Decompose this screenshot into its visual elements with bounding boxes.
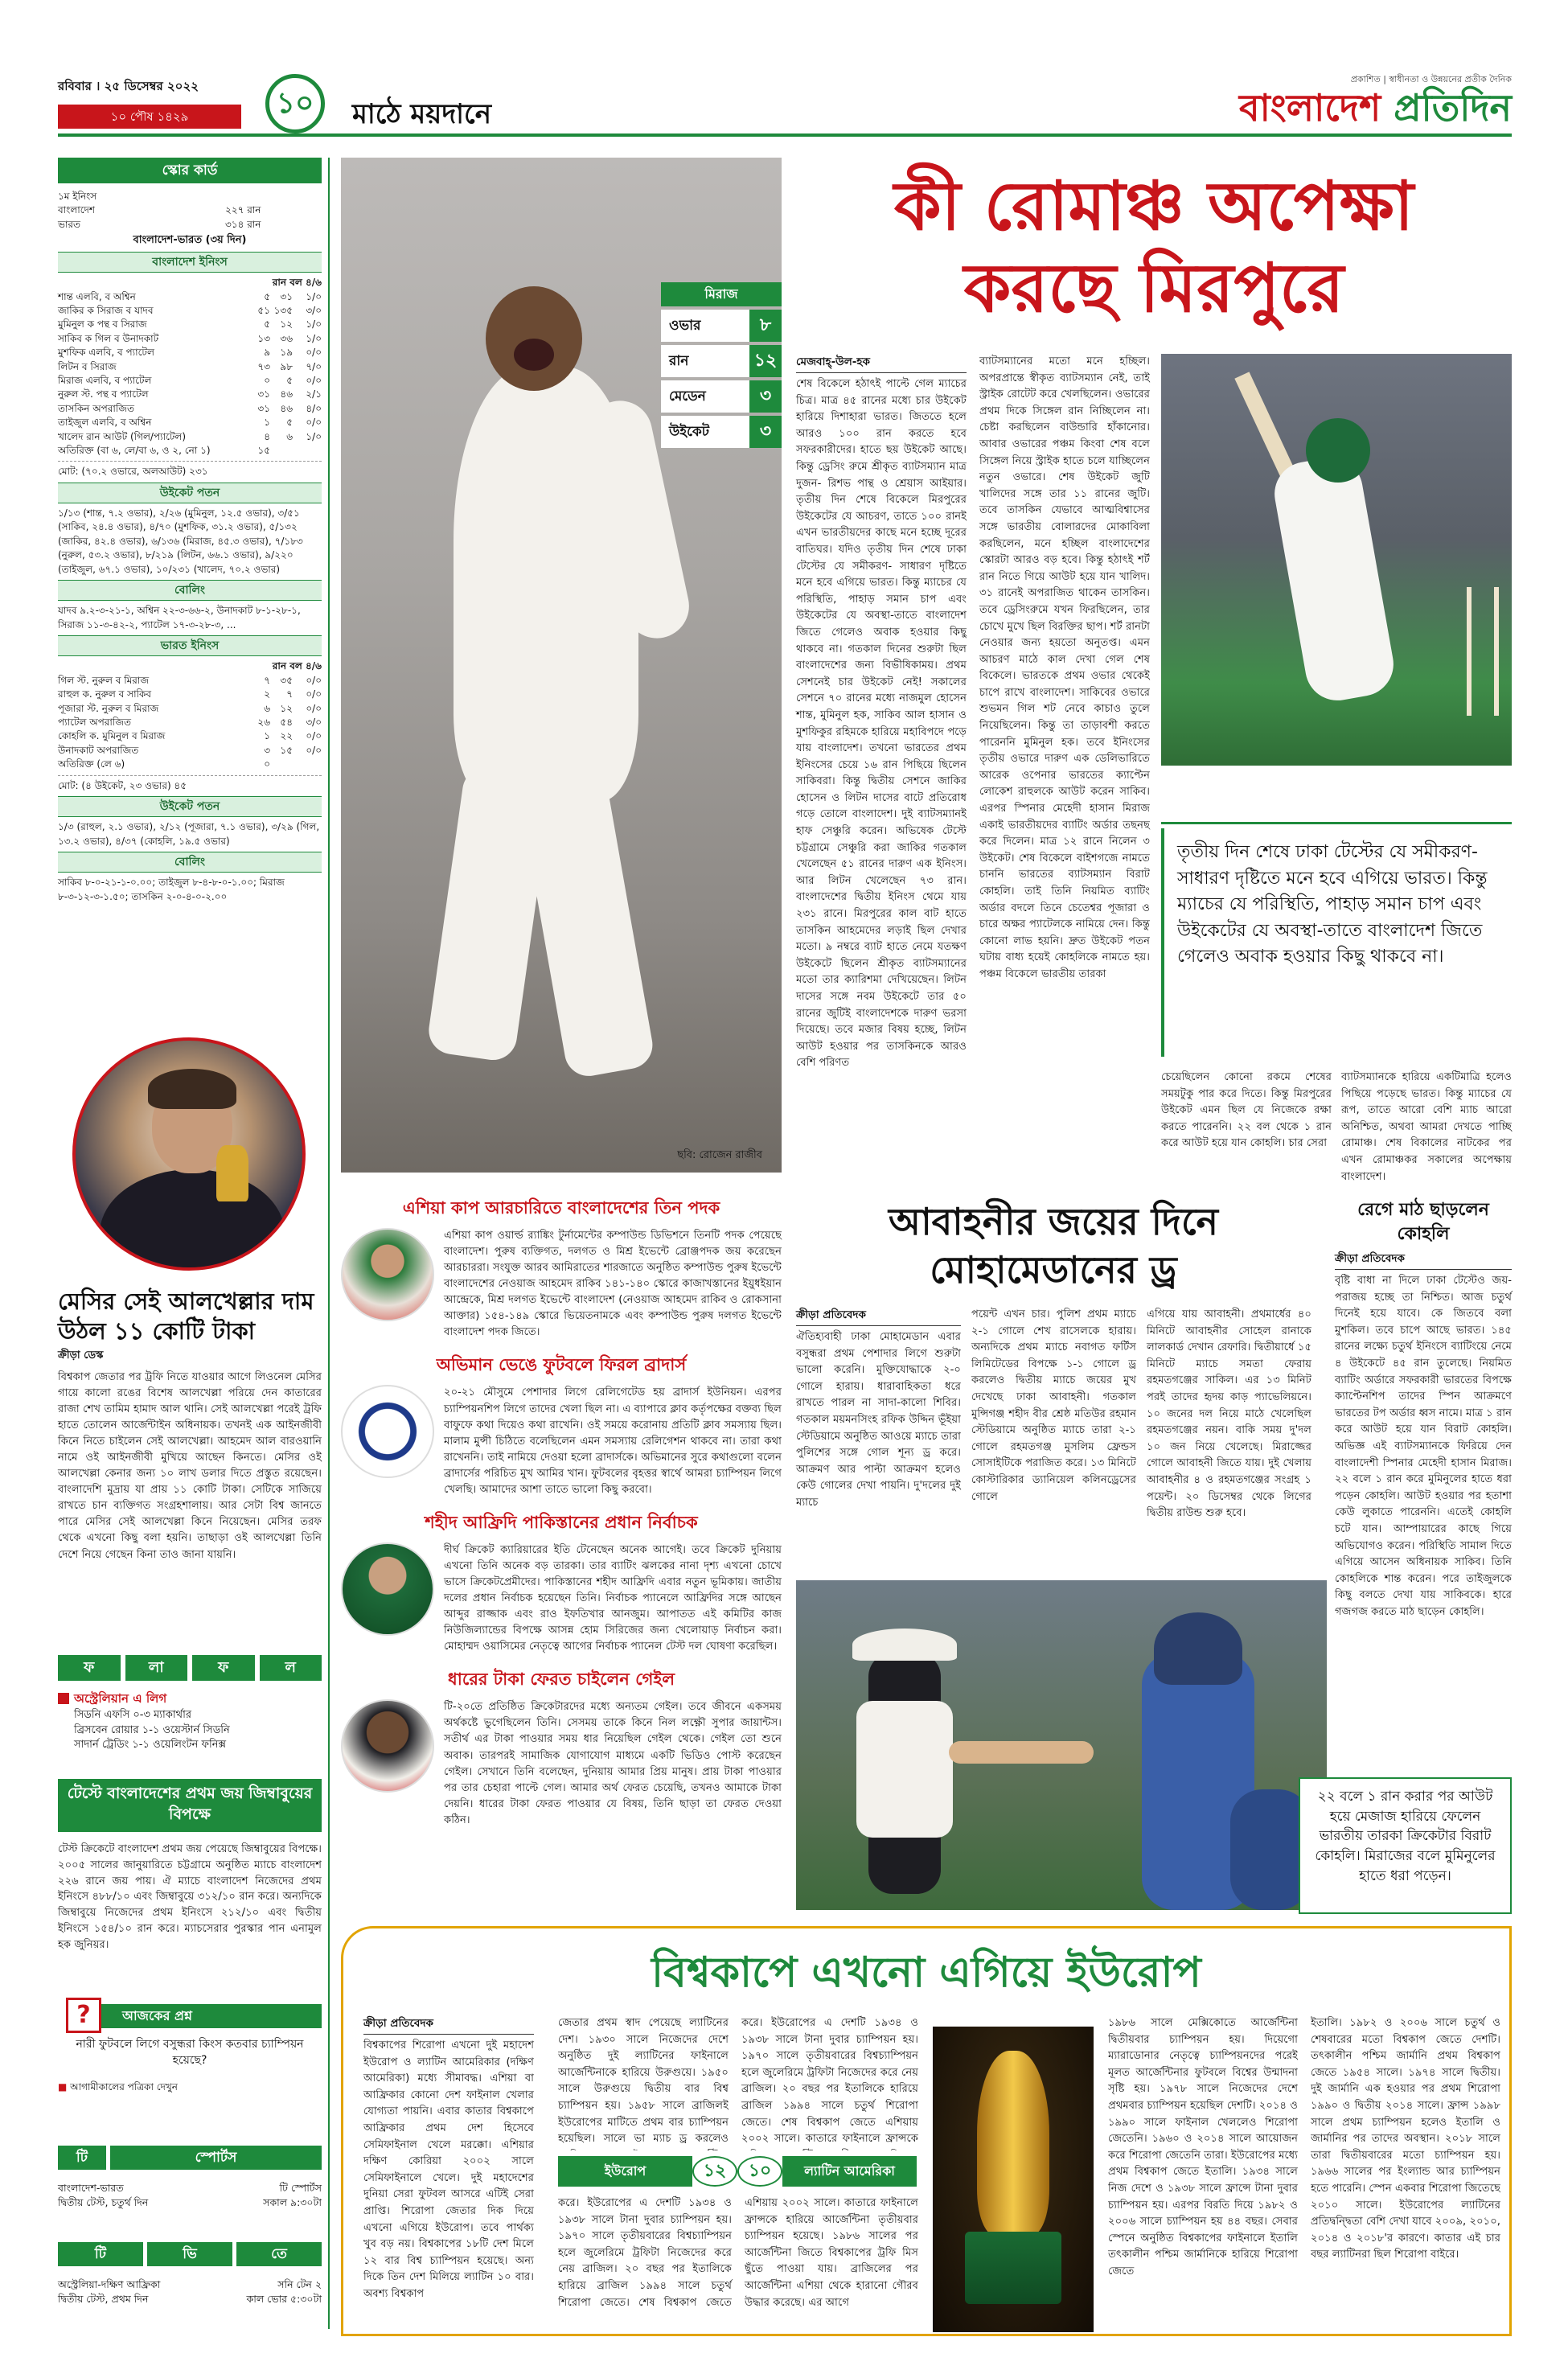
- news-item[interactable]: [341, 1195, 782, 1341]
- kohli-body: বৃষ্টি বাধা না দিলে ঢাকা টেস্টেও জয়-পরাজয় হচ্ছে তা নিশ্চিত। আজ চতুর্থ দিনেই হয়ে যাবে। কে জিতবে বলা মুশকিল। তবে চাপে আছে ভারত। ১৪৫ রানের লক্ষ্যে চতুর্থ ইনিংসে ব্যাটিংয়ে নেমে ৪ উইকেটে ৪৫ রান তুলেছে। নিয়মিত ব্যাটিং অর্ডারে সফরকারী ভারতের বিপক্ষে ক্যাপ্টেনশিপ তাদের স্পিন আক্রমণে ভারতের টপ অর্ডার ধ্বস নামে। মাত্র ১ রান করে আউট হয়ে যান বিরাট কোহলি। অভিজ্ঞ এই ব্যাটসম্যানকে ফিরিয়ে দেন বাংলাদেশী স্পিনার মেহেদী হাসান মিরাজ। ২২ বলে ১ রান করে মুমিনুলের হাতে ধরা পড়েন কোহলি। আউট হওয়ার পর হতাশা কেউ লুকাতে পারেননি। এতেই কোহলি চটে যান। আম্পায়ারের কাছে গিয়ে অভিযোগও করেন। পরিস্থিতি সামাল দিতে এগিয়ে আসেন অধিনায়ক সাকিব। তিনি কোহলিকে শান্ত করেন। পরে তাইজুলকে কিছু বলতে দেখা যায় সাকিবকে। হারে গজগজ করতে মাঠ ছাড়েন কোহলি।: [1335, 1275, 1512, 1618]
- quote-rule: [1161, 822, 1512, 824]
- batting-row: অতিরিক্ত (বা ৬, লে/বা ৬, ও ২, নো ১) ১৫: [58, 445, 270, 456]
- tv-letter: ভি: [147, 2242, 232, 2266]
- tv-time: সকাল ৯:৩০টা: [263, 2195, 322, 2208]
- titles-comparison: [558, 2156, 917, 2187]
- kohli-headline: রেগে মাঠ ছাড়লেন কোহলি: [1357, 1200, 1489, 1244]
- question-text: নারী ফুটবলে লিগে বসুন্ধরা কিংস কতবার চ্যাম্পিয়ন হয়েছে?: [76, 2038, 304, 2068]
- batting-row: মুশফিক এলবি, ব প্যাটেল ৯ ১৯ ০/০: [58, 347, 322, 359]
- stat-row: রান ১২: [661, 345, 782, 377]
- question-note: ■ আগামীকালের পত্রিকা দেখুন: [58, 2080, 322, 2097]
- europe-headline: বিশ্বকাপে এখনো এগিয়ে ইউরোপ: [651, 1949, 1201, 1997]
- tv-label: স্পোর্টস: [110, 2146, 322, 2170]
- first-innings-row: বাংলাদেশ ২২৭ রান: [58, 204, 261, 216]
- main-headline: কী রোমাঞ্চ অপেক্ষা করছে মিরপুরে: [893, 166, 1414, 328]
- tv-letter: টি: [58, 2242, 143, 2266]
- masthead-logo: বাংলাদেশ প্রতিদিন: [1238, 86, 1512, 129]
- bd-batting-table: [58, 290, 322, 458]
- league-title: অস্ট্রেলিয়ান এ লিগ: [58, 1690, 322, 1708]
- first-innings-list: [58, 203, 322, 232]
- results-banner: [58, 1655, 322, 1681]
- ind-innings-title: ভারত ইনিংস: [58, 635, 322, 656]
- tv-banner: [58, 2242, 322, 2266]
- test-win-title: টেস্টে বাংলাদেশের প্রথম জয় জিম্বাবুয়ের বিপক্ষে: [58, 1779, 322, 1832]
- ind-columns: রান বল ৪/৬: [272, 660, 322, 672]
- main-body-2: ব্যাটসম্যানের মতো মনে হচ্ছিল। অপরপ্রান্তে স্বীকৃত ব্যাটসম্যান নেই, তাই স্ট্রাইক রোটেট করে খেলছিলেন। ওভারের প্রথম দিকে সিঙ্গেল রান নিচ্ছিলেন না। চেষ্টা করছিলেন বাউন্ডারি হাঁকানোর। আবার ওভারের পঞ্চম কিংবা শেষ বলে সিঙ্গেল নিয়ে স্ট্রাইক হাতে চলে যাচ্ছিলেন নতুন ওভারে। শেষ উইকেট জুটি খালিদের সঙ্গে তার ১১ রানের জুটি। তবে তাসকিন যেভাবে আত্মবিশ্বাসের সঙ্গে ভারতীয় বোলারদের মোকাবিলা করছিলেন, মনে হচ্ছিল বাংলাদেশের স্কোরটা আরও বড় হবে। কিন্তু হঠাৎই শর্ট রান নিতে গিয়ে আউট হয়ে যান খালিদ। ৩১ রানেই অপরাজিত থাকেন তাসকিন। তবে ড্রেসিংরুমে যখন ফিরছিলেন, তার চোখে মুখে ছিল বিরক্তির ছাপ। শর্ট রানটা নেওয়ার জন্য হয়তো অনুতপ্ত। এমন আচরণ মাঠে কাল দেখা গেল শেষ বিকেলে। ভারতকে প্রথম ওভার থেকেই চাপে রাখে বাংলাদেশ। সাকিবের ওভারে শুভমন গিল শট নেবে কাচাও তুলে নিয়েছিলেন। কিন্তু তা তাড়াবশী করতে পারেননি মুমিনুল হক। তবে ইনিংসের তৃতীয় ওভারে দারুণ এক ডেলিভারিতে আরেক ওপেনার ভারতের ক্যাপ্টেন লোকেশ রাহুলকে আউট করেন সাকিব। এরপর স্পিনার মেহেদী হাসান মিরাজ একাই ভারতীয়দের ব্যাটিং অর্ডার তছনছ করে দিলেন। মাত্র ১২ রানে নিলেন ৩ উইকেট। শেষ বিকেলে বাইশগজে নামতে চাননি ভারতের ব্যাটসম্যান বিরাট কোহলি। তাই তিনি নিয়মিত ব্যাটিং অর্ডার বদলে তিনে চেতেশ্বর পূজারা ও চারে অক্ষর প্যাটেলকে নামিয়ে দেন। কিন্তু কোনো লাভ হয়নি। দ্রুত উইকেট পতন ঘটায় বাধ্য হয়েই কোহলিকে নামতে হয়। পঞ্চম বিকেলে ভারতীয় তারকা: [979, 355, 1150, 980]
- news-body: এশিয়া কাপ ওয়ার্ল্ড র‍্যাঙ্কিং টুর্নামেন্টের কম্পাউন্ড ডিভিশনে তিনটি পদক পেয়েছে বাংলাদেশ। পুরুষ ব্যক্তিগত, দলগত ও মিশ্র ইভেন্টে ব্রোঞ্জপদক জয় করেছেন আরচাররা। সংযুক্ত আরব আমিরাতের শারজাতে অনুষ্ঠিত কম্পাউন্ড পুরুষ ইভেন্টে বাংলাদেশের নেওয়াজ আহমেদ রাকিব ১৪১-১৪০ স্কোরে কাজাখস্তানের ইয়ুধইয়ান আন্দ্রেকে, মিশ্র দলগত ইভেন্টে বাংলাদেশ (নেওয়াজ আহমেদ রাকিব ও রোকসানা আক্তার) ১৫৪-১৪৯ স্কোরে ভিয়েতনামকে এবং কম্পাউন্ড পুরুষ দলগত ইভেন্টে বাংলাদেশ পদক জিতে।: [444, 1230, 782, 1339]
- bd-fow: ১/১৩ (শান্ত, ৭.২ ওভার), ২/২৬ (মুমিনুল, ১২.৫ ওভার), ৩/৫১ (সাকিব, ২৪.৪ ওভার), ৪/৭০ (মুশফিক, ৩১.২ ওভার), ৫/১৩২ (জাকির, ৪২.৪ ওভার), ৬/১৩৬ (মিরাজ, ৪৫.৩ ওভার), ৭/১৮৩ (নুরুল, ৫৩.২ ওভার), ৮/২১৯ (লিটন, ৬৬.১ ওভার), ৯/২২০ (তাইজুল, ৬৭.১ ওভার), ১০/২৩১ (খালেদ, ৭০.২ ওভার): [58, 507, 303, 575]
- batting-row: মিরাজ এলবি, ব প্যাটেল ০ ৫ ০/০: [58, 375, 322, 387]
- batting-row: লিটন ব সিরাজ ৭৩ ৯৮ ৭/০: [58, 360, 322, 372]
- messi-body: বিশ্বকাপ জেতার পর ট্রফি নিতে যাওয়ার আগে লিওনেল মেসির গায়ে কালো রঙের বিশেষ আলখেল্লা পরিয়ে দেন কাতারের রাজা শেখ তামিম হামাদ আল থানি। সেই আলখেল্লা পরেই ট্রফি হাতে তোলেন আর্জেন্টাইন অধিনায়ক। তখনই এক আইনজীবী কিনে নিতে চাইলেন সেই আলখেল্লা। আহমেদ আল বারওয়ানি নামে ওই আইনজীবী মুখিয়ে আছেন কিনতে। মেসির ওই আলখেল্লা কেনার জন্য ১০ লাখ ডলার দিতে প্রস্তুত রয়েছেন। বাংলাদেশি মুদ্রায় যা প্রায় ১১ কোটি টাকা। সেটিকে সাজিয়ে রাখতে চান ব্যক্তিগত সংগ্রহশালায়। আর সেটা বিশ্ব জানতে পারে মেসির সেই আলখেল্লা কিনে নিয়েছেন। মেসির তরফ থেকে এখনো কিছু বলা হয়নি। তাছাড়া ওই আলখেল্লা তিনি দেশে নিয়ে গেছেন কিনা তাও জানা যায়নি।: [58, 1370, 322, 1561]
- result-line: ব্রিসবেন রোয়ার ১-১ ওয়েস্টার্ন সিডনি: [74, 1723, 230, 1736]
- result-line: সাদার্ন ট্রেডিং ১-১ ওয়েলিংটন ফনিক্স: [74, 1739, 227, 1752]
- batting-row: প্যাটেল অপরাজিত ২৬ ৫৪ ৩/০: [58, 716, 322, 728]
- ind-batting-table: [58, 674, 322, 772]
- column-divider: [328, 158, 330, 2329]
- news-body: ২০-২১ মৌসুমে পেশাদার লিগে রেলিগেটেড হয় ব্রাদার্স ইউনিয়ন। এরপর চ্যাম্পিয়নশিপ লিগে তাদের খেলা ছিল না। এ ব্যাপারে ক্লাব কর্তৃপক্ষের বক্তব্য ছিল বাফুফে কথা দিয়েও কথা রাখেনি। ওই সময়ে করোনায় প্রতিটি ক্লাব সমস্যায় ছিল। মালাম মুন্সী চিঠিতে বলেছিলেন এমন সমস্যায় রেলিগেশন থাকবে না। তারা কথা রাখেননি। তাই নামিয়ে দেওয়া হলো ব্রাদার্সকে। অভিমানের সুরে কথাগুলো বলেন ব্রাদার্সের পরিচিত মুখ আমির খান। ফুটবলের বৃহত্তর স্বার্থে আমরা চ্যাম্পিয়ন লিগে খেলছি। আমাদের আশা তাতে ভালো কিছু করবো।: [444, 1386, 782, 1496]
- mohammedan-column-2: [971, 1307, 1136, 1505]
- europe-count: ১২: [692, 2156, 737, 2187]
- results-letter: ল: [260, 1655, 322, 1681]
- todays-question: [58, 2001, 322, 2097]
- batting-row: গিল স্ট. নুরুল ব মিরাজ ৭ ৩৫ ০/০: [58, 674, 322, 686]
- main-column-1: [796, 354, 967, 1072]
- europe-body-2b: করে। ইউরোপের এ দেশটি ১৯৩৪ ও ১৯৩৮ সালে টানা দুবার চ্যাম্পিয়ন হয়। ১৯৭০ সালে তৃতীয়বারের বিশ্বচ্যাম্পিয়ন হলে জুলেরিমে ট্রফিটা নিজেদের করে নেয় ব্রাজিল। ২০ বছর পর ইতালিকে হারিয়ে ব্রাজিল ১৯৯৪ সালে চতুর্থ শিরোপা জেতে। শেষ বিশ্বকাপ জেতে এশিয়ায় ২০০২ সালে। কাতারে ফাইনালে ফ্রান্সকে হারিয়ে আর্জেন্টিনা তৃতীয়বার চ্যাম্পিয়ন হয়েছে। ১৯৮৬ সালের পর আর্জেন্টিনা জিতে বিশ্বকাপের ট্রফি মিস ছুঁতে পাওয়া যায়। ব্রাজিলের পর আর্জেন্টিনা এশিয়া থেকে হারানো গৌরব উদ্ধার করেছে। এর আগে: [558, 2197, 918, 2309]
- messi-article: [58, 1287, 322, 1563]
- mohammedan-body-3: এগিয়ে যায় আবাহনী। প্রথমার্ধের ৪০ মিনিটে আবাহনীর সোহেল রানাকে লালকার্ড দেখান রেফারি। দ্বিতীয়ার্ধে ১৫ মিনিটে ম্যাচে সমতা ফেরায় রহমতগঞ্জের সাকিল। এর ১৩ মিনিট পরই তাদের হৃদয় কাড় প্যাভেলিয়নে। ১০ জনের দল নিয়ে মাঠে খেলেছিল রহমতগঞ্জের নয়ন। বাকি সময় দু'দল ১০ জন নিয়ে খেলেছে। মিরাজ্জের গোলে আবাহনী জিতে যায়। দুই খেলায় আবাহনীর ৪ ও রহমতগঞ্জের সংগ্রহ ১ পয়েন্ট। ২০ ডিসেম্বর থেকে লিগের দ্বিতীয় রাউন্ড শুরু হবে।: [1147, 1308, 1311, 1520]
- latin-label: ল্যাটিন আমেরিকা: [782, 2156, 917, 2187]
- bangla-date: ১০ পৌষ ১৪২৯: [58, 105, 241, 129]
- europe-column-5: [1311, 2015, 1500, 2331]
- innings-label: ১ম ইনিংস: [58, 191, 97, 202]
- batsman-photo: [1161, 354, 1512, 766]
- tv-match: বাংলাদেশ-ভারত: [58, 2182, 124, 2194]
- europe-body-2: জেতার প্রথম স্বাদ পেয়েছে ল্যাটিনের দেশ। ১৯৩০ সালে নিজেদের দেশে অনুষ্ঠিত দুই ল্যাটিনের ফাইনালে আর্জেন্টিনাকে হারিয়ে উরুগুয়ে। ১৯৫০ সালে উরুগুয়ে দ্বিতীয় বার বিশ্ব চ্যাম্পিয়ন হয়। ১৯৫৮ সালে ব্রাজিলই ইউরোপের মাটিতে প্রথম বার চ্যাম্পিয়ন হয়েছিল। সালে ভা ম্যাচ ড্র করলেও: [558, 2017, 729, 2146]
- ind-fow-title: উইকেট পতন: [58, 796, 322, 817]
- mohammedan-headline: আবাহনীর জয়ের দিনে মোহামেডানের ড্র: [888, 1200, 1219, 1292]
- latin-count: ১০: [737, 2156, 782, 2187]
- news-title: এশিয়া কাপ আরচারিতে বাংলাদেশের তিন পদক: [402, 1198, 720, 1218]
- news-item[interactable]: [341, 1352, 782, 1497]
- news-photo: [341, 1385, 434, 1478]
- scorecard-title: স্কোর কার্ড: [58, 158, 322, 183]
- ind-bowling: সাকিব ৮-০-২১-১-০.০০; তাইজুল ৮-৪-৮-০-১.০০; মিরাজ ৮-৩-১২-৩-১.৫০; তাসকিন ২-০-৪-০-২.০০: [58, 877, 285, 902]
- batting-row: তাসকিন অপরাজিত ৩১ ৪৬ ৪/০: [58, 402, 322, 414]
- news-photo: [341, 1228, 434, 1321]
- news-title: অভিমান ভেঙে ফুটবলে ফিরল ব্রাদার্স: [436, 1355, 687, 1375]
- bd-innings-title: বাংলাদেশ ইনিংস: [58, 252, 322, 273]
- europe-column-2b: [558, 2195, 918, 2331]
- stat-row: উইকেট ৩: [661, 416, 782, 448]
- batting-row: রাহুল ক. নুরুল ব সাকিব ২ ৭ ০/০: [58, 688, 322, 700]
- ind-fow: ১/৩ (রাহুল, ২.১ ওভার), ২/১২ (পূজারা, ৭.১ ওভার), ৩/২৯ (গিল, ১৩.২ ওভার), ৪/৩৭ (কোহলি, ১৯.৫ ওভার): [58, 821, 320, 847]
- batting-row: কোহলি ক. মুমিনুল ব মিরাজ ১ ২২ ০/০: [58, 730, 322, 742]
- tv-letter: তে: [236, 2242, 322, 2266]
- bd-bowling: যাদব ৯.২-৩-২১-১, অশ্বিন ২২-৩-৬৬-২, উনাদকাট ৮-১-২৮-১, সিরাজ ১১-৩-৪২-২, প্যাটেল ১৭-৩-২৮-৩, ...: [58, 605, 301, 630]
- stat-row: ওভার ৮: [661, 310, 782, 342]
- mohammedan-body-2: পয়েন্ট এখন চার। পুলিশ প্রথম ম্যাচে ২-১ গোলে শেখ রাসেলকে হারায়। অন্যদিকে প্রথম ম্যাচে নবাগত ফর্টিস লিমিটেডের বিপক্ষে ১-১ গোলে ড্র করলেও দ্বিতীয় ম্যাচে জয়ের মুখ দেখেছে ঢাকা আবাহনী। গতকাল মুন্সিগঞ্জ শহীদ বীর শ্রেষ্ঠ মতিউর রহমান স্টেডিয়ামে অনুষ্ঠিত ম্যাচে তারা ২-১ গোলে রহমতগঞ্জ মুসলিম ফ্রেন্ডস সোসাইটিকে পরাজিত করে। ১৩ মিনিটে কোস্টারিকার ড্যানিয়েল কলিনড্রেসের গোলে: [971, 1308, 1136, 1503]
- tv-letter: টি: [58, 2146, 106, 2170]
- scorecard: [58, 190, 322, 904]
- pull-quote: তৃতীয় দিন শেষে ঢাকা টেস্টের যে সমীকরণ- সাধারণ দৃষ্টিতে মনে হবে এগিয়ে ভারত। কিন্তু ম্যাচের যে পরিস্থিতি, পাহাড় সমান চাপ এবং উইকেটের যে অবস্থা-তাতে বাংলাদেশ জিতে গেলেও অবাক হওয়ার কিছু থাকবে না।: [1161, 828, 1512, 1057]
- europe-body-1: বিশ্বকাপের শিরোপা এখনো দুই মহাদেশ ইউরোপ ও ল্যাটিন আমেরিকার (দক্ষিণ আমেরিকা) মধ্যে সীমাবদ্ধ। এশিয়া বা আফ্রিকার কোনো দেশ ফাইনাল খেলার যোগ্যতা পায়নি। এবার কাতার বিশ্বকাপে আফ্রিকার প্রথম দেশ হিসেবে সেমিফাইনাল খেলে মরক্কো। এশিয়ার দক্ষিণ কোরিয়া ২০০২ সালে সেমিফাইনালে খেলে। দুই মহাদেশের দুনিয়া সেরা ফুটবল আসরে এটিই সেরা প্রাপ্তি। শিরোপা জেতার দিক দিয়ে এখনো এগিয়ে ইউরোপ। তবে পার্থক্য খুব বড় নয়। বিশ্বকাপের ১৮টি দেশ মিলে ১২ বার বিশ্ব চ্যাম্পিয়ন হয়েছে। অন্য দিকে তিন দেশ মিলিয়ে ল্যাটিন ১০ বার। অবশ্য বিশ্বকাপ: [363, 2039, 534, 2300]
- news-item[interactable]: [341, 1509, 782, 1655]
- news-title: শহীদ আফ্রিদি পাকিস্তানের প্রধান নির্বাচক: [425, 1512, 698, 1532]
- batting-row: পূজারা স্ট. নুরুল ব মিরাজ ৬ ১২ ০/০: [58, 702, 322, 714]
- news-title: ধারের টাকা ফেরত চাইলেন গেইল: [448, 1670, 675, 1690]
- ind-total: মোট: (৪ উইকেট, ২৩ ওভার) ৪৫: [58, 779, 187, 791]
- miraz-stats: [661, 282, 782, 448]
- tv-banner-sports: [58, 2146, 322, 2170]
- a-league-results: [58, 1690, 322, 1753]
- europe-column-1: [363, 2015, 534, 2303]
- main-body-3: চেয়েছিলেন কোনো রকমে শেষের সময়টুকু পার করে দিতে। কিন্তু মিরপুরের উইকেট এমন ছিল যে নিজেকে রক্ষা করতে পারেননি। ২২ বল থেকে ১ রান করে আউট হয়ে যান কোহলি। চার সেরা: [1161, 1071, 1332, 1150]
- main-column-2: [979, 354, 1150, 984]
- tv-match-detail: দ্বিতীয় টেস্ট, চতুর্থ দিন: [58, 2195, 149, 2208]
- mohammedan-byline: ক্রীড়া প্রতিবেদক: [796, 1307, 961, 1326]
- batting-row: খালেদ রান আউট (গিল/প্যাটেল) ৪ ৬ ১/০: [58, 430, 322, 442]
- question-icon: ?: [66, 1998, 101, 2033]
- news-photo: [341, 1542, 434, 1636]
- main-body-4: ব্যাটসম্যানকে হারিয়ে একটিমাত্রি হলেও পিছিয়ে পড়েছে ভারত। কিন্তু ম্যাচের যে রূপ, তাতে আরো বেশি ম্যাচ আরো অনিশ্চিত, অথবা আমরা দেখতে পাচ্ছি রোমাঞ্চ। শেষ বিকালের নাটকের পর এখন রোমাঞ্চকর সকালের অপেক্ষায় বাংলাদেশ।: [1341, 1071, 1512, 1183]
- kohli-umpire-photo: [796, 1580, 1327, 1910]
- batting-row: মুমিনুল ক পন্থ ব সিরাজ ৫ ১২ ১/০: [58, 318, 322, 331]
- photo-credit: ছবি: রোজেন রাজীব: [677, 1149, 762, 1161]
- issue-date: রবিবার । ২৫ ডিসেম্বর ২০২২: [58, 79, 199, 93]
- europe-body-5: ইতালি। ১৯৮২ ও ২০০৬ সালে চতুর্থ ও শেষবারের মতো বিশ্বকাপ জেতে দেশটি। তৎকালীন পশ্চিম জার্মানি প্রথম বিশ্বকাপ জেতে ১৯৫৪ সালে। ১৯৭৪ সালে দ্বিতীয়। দুই জার্মানি এক হওয়ার পর প্রথম শিরোপা ১৯৯০ ও দ্বিতীয় ২০১৪ সালে। ফ্রান্স ১৯৯৮ সালে প্রথম চ্যাম্পিয়ন হলেও ইতালি ও জার্মানির পর তাদের অবস্থান। ২০১৮ সালে তারা দ্বিতীয়বারের মতো চ্যাম্পিয়ন হয়। ১৯৬৬ সালের পর ইংল্যান্ড আর চ্যাম্পিয়ন হতে পারেনি। স্পেন একবার শিরোপা জিতেছে ২০১০ সালে। ইউরোপের ল্যাটিনের প্রতিদ্বন্দ্বিতা বেশি দেখা যাবে ২০০৯, ২০১০, ২০১৪ ও ২০১৮'র কারণে। কাতার এই চার বছর ল্যাটিনরা ছিল শিরোপা বাইরে।: [1311, 2017, 1500, 2261]
- batting-row: সাকিব ক গিল ব উনাদকাট ১৩ ৩৬ ১/০: [58, 332, 322, 344]
- mohammedan-column-1: [796, 1307, 961, 1512]
- stat-row: মেডেন ৩: [661, 380, 782, 413]
- miraz-celebration-photo: [341, 158, 782, 1173]
- tv-match-detail: দ্বিতীয় টেস্ট, প্রথম দিন: [58, 2292, 149, 2305]
- result-line: সিডনি এফসি ০-৩ ম্যাকার্থার: [74, 1708, 192, 1721]
- kohli-byline: ক্রীড়া প্রতিবেদক: [1335, 1251, 1512, 1270]
- match-label: বাংলাদেশ-ভারত (৩য় দিন): [133, 234, 247, 247]
- bd-fow-title: উইকেট পতন: [58, 483, 322, 503]
- test-win-body: টেস্ট ক্রিকেটে বাংলাদেশ প্রথম জয় পেয়েছে জিম্বাবুয়ের বিপক্ষে। ২০০৫ সালের জানুয়ারিতে চট্টগ্রামে অনুষ্ঠিত ম্যাচে বাংলাদেশ ২২৬ রানে জয় পায়। ঐ ম্যাচে বাংলাদেশ নিজেদের প্রথম ইনিংসে ৪৮৮/১০ এবং জিম্বাবুয়ে ৩১২/১০ রান করে। অন্যদিকে জিম্বাবুয়ে নিজেদের প্রথম ইনিংসে ২১২/১০ এবং দ্বিতীয় ইনিংসে ১৫৪/১০ রান করে। ম্যাচসেরার পুরস্কার পান এনামুল হক জুনিয়র।: [58, 1843, 322, 1951]
- results-letter: লা: [125, 1655, 188, 1681]
- header-divider: [58, 133, 1512, 137]
- news-body: দীর্ঘ ক্রিকেট ক্যারিয়ারের ইতি টেনেছেন অনেক আগেই। তবে ক্রিকেট দুনিয়ায় এখনো তিনি অনেক বড় তারকা। তার ব্যাটিং ঝলকের নানা দৃশ্য এখনো চোখে ভাসে ক্রিকেটপ্রেমীদের। পাকিস্তানের শহীদ আফ্রিদি এবার নতুন ভূমিকায়। জাতীয় দলের প্রধান নির্বাচক হয়েছেন তিনি। নির্বাচক প্যানেলে আফ্রিদির সঙ্গে আছেন আব্দুর রাজ্জাক এবং রাও ইফতিখার আনজুম। আপাতত এই কমিটির কাজ নিউজিল্যান্ডের বিপক্ষে আসন্ন হোম সিরিজের জন্য খেলোয়াড় নির্বাচন করা। মোহাম্মদ ওয়াসিমের নেতৃত্বে আগের নির্বাচক প্যানেল টেস্ট দল ঘোষণা করেছিল।: [444, 1543, 782, 1653]
- news-body: টি-২০তে প্রতিষ্ঠিত ক্রিকেটারদের মধ্যে অন্যতম গেইল। তবে জীবনে একসময় অর্থকষ্টে ভুগেছিলেন তিনি। সেসময় তাকে কিনে নিল লক্ষ্ণৌ সুপার জায়ান্টস। সতীর্থ এর টাকা পাওয়ার সময় ধার নিয়েছিল গেইল থেকে। গেইল তো শুনে অবাক। তারপরই সামাজিক যোগাযোগ মাধ্যমে একটি ভিডিও পোস্ট করেছেন গেইল। সেখানে তিনি বলেছেন, দুনিয়ায় আমার প্রিয় মানুষ। প্রায় টাকা পাওয়ার পর তার চেহারা পাল্টে গেল। আমার অর্থ ফেরত চেয়েছি, তখনও আমাকে টাকা দেয়নি। ধারের টাকা ফেরত পাওয়ার যে বিষয়, তিনি ছাড়া তা ফেরত দেওয়া কঠিন।: [444, 1701, 782, 1826]
- batting-row: তাইজুল এলবি, ব অশ্বিন ১ ৫ ০/০: [58, 417, 322, 429]
- europe-body-4: ১৯৮৬ সালে মেক্সিকোতে আর্জেন্টিনা দ্বিতীয়বার চ্যাম্পিয়ন হয়। দিয়েগো ম্যারাডোনার নেতৃত্বে চ্যাম্পিয়নদের পরেই মূলত আর্জেন্টিনার ফুটবলে বিশ্বের উন্মাদনা সৃষ্টি হয়। ১৯৭৮ সালে নিজেদের দেশে প্রথমবার চ্যাম্পিয়ন হয়েছিল দেশটি। ২০১৪ ও ১৯৯০ সালে ফাইনাল খেললেও শিরোপা জেতেনি। ১৯৬০ ও ২০১৪ সালে আয়োজন করে শিরোপা জেতেনি তারা। ইউরোপের মধ্যে প্রথম বিশ্বকাপ জেতে ইতালি। ১৯৩৪ সালে নিজ দেশে ও ১৯৩৮ সালে ফ্রান্সে টানা দুবার চ্যাম্পিয়ন হয়। এরপর বিরতি দিয়ে ১৯৮২ ও ২০০৬ সালে চ্যাম্পিয়ন হয় ৪৪ বছর। সেবার স্পেনে অনুষ্ঠিত বিশ্বকাপের ফাইনালে ইতালি তৎকালীন পশ্চিম জার্মানিকে হারিয়ে শিরোপা জেতে: [1108, 2017, 1298, 2277]
- europe-label: ইউরোপ: [558, 2156, 692, 2187]
- first-innings-row: ভারত ৩১৪ রান: [58, 218, 261, 230]
- kohli-column: [1335, 1251, 1512, 1621]
- messi-photo: [72, 1037, 306, 1271]
- messi-byline: ক্রীড়া ডেস্ক: [58, 1349, 104, 1362]
- tv-channel: সনি টেন ২: [277, 2278, 322, 2290]
- batting-row: নুরুল স্ট. পন্থ ব প্যাটেল ৩১ ৪৬ ২/১: [58, 388, 322, 400]
- batting-row: জাকির ক সিরাজ ব যাদব ৫১ ১৩৫ ৩/০: [58, 305, 322, 317]
- bd-total: মোট: (৭০.২ ওভারে, অলআউট) ২৩১: [58, 466, 208, 478]
- tv-match: অস্ট্রেলিয়া-দক্ষিণ আফ্রিকা: [58, 2278, 161, 2290]
- tv-schedule-1: [58, 2181, 322, 2209]
- tv-time: কাল ভোর ৫:৩০টা: [246, 2292, 322, 2305]
- brief-news: [341, 1195, 782, 1840]
- europe-column-2: [558, 2015, 729, 2150]
- mohammedan-body-1: ঐতিহ্যবাহী ঢাকা মোহামেডান এবার বসুন্ধরা প্রথম পেশাদার লিগে শুরুটা ভালো করেনি। মুক্তিযোদ্ধাকে ২-০ গোলে হারায়। ধারাবাহিকতা ধরে রাখতে পারল না সাদা-কালো শিবির। গতকাল ময়মনসিংহ রফিক উদ্দিন ভূঁইয়া স্টেডিয়ামে অনুষ্ঠিত আওয়ে ম্যাচে তারা পুলিশের সঙ্গে গোল শূন্য ড্র করে। আক্রমণ আর পাল্টা আক্রমণ হলেও কেউ গোলের দেখা পায়নি। দু'দলের দুই ম্যাচে: [796, 1331, 961, 1509]
- kohli-caption: ২২ বলে ১ রান করার পর আউট হয়ে মেজাজ হারিয়ে ফেলেন ভারতীয় তারকা ক্রিকেটার বিরাট কোহলি। মিরাজের বলে মুমিনুলের হাতে ধরা পড়েন।: [1299, 1777, 1512, 1914]
- world-cup-trophy-photo: [933, 2027, 1094, 2332]
- stats-title: মিরাজ: [661, 282, 782, 306]
- news-item[interactable]: [341, 1666, 782, 1829]
- masthead-tagline: প্রকাশিত | স্বাধীনতা ও উন্নয়নের প্রতীক দৈনিক: [1350, 74, 1512, 84]
- batting-row: শান্ত এলবি, ব অশ্বিন ৫ ৩১ ১/০: [58, 290, 322, 302]
- batting-row: অতিরিক্ত (লে ৬) ০: [58, 758, 270, 770]
- tv-channel: টি স্পোর্টস: [279, 2182, 322, 2194]
- masthead[interactable]: [1239, 72, 1512, 129]
- news-photo: [341, 1699, 434, 1793]
- main-column-3: [1161, 1070, 1332, 1152]
- section-title: মাঠে ময়দানে: [352, 98, 491, 130]
- page-number: ১০: [265, 74, 325, 133]
- batting-row: উনাদকাট অপরাজিত ৩ ১৫ ০/০: [58, 744, 322, 756]
- main-body-1: শেষ বিকেলে হঠাৎই পাল্টে গেল ম্যাচের চিত্র। মাত্র ৪৫ রানের মধ্যে চার উইকেট হারিয়ে দিশাহারা ভারত। জিততে হলে আরও ১০০ রান করতে হবে সফরকারীদের। হাতে ছয় উইকেট আছে। কিন্তু ড্রেসিং রুমে শ্রীকৃত ব্যাটসম্যান মাত্র দুজন- রিশভ পান্থ ও শ্রেয়াস আইয়ার। তৃতীয় দিন শেষে বিকেলে মিরপুরের উইকেটের যে আচরণ, তাতে ১০০ রানই এখন ভারতীয়দের কাছে মনে হচ্ছে দূরের বাতিঘর। যদিও তৃতীয় দিন শেষে ঢাকা টেস্টের যে সমীকরণ- সাধারণ দৃষ্টিতে মনে হবে এগিয়ে ভারত। কিন্তু ম্যাচের যে পরিস্থিতি, পাহাড় সমান চাপ এবং উইকেটের যে অবস্থা-তাতে বাংলাদেশ জিতে গেলেও অবাক হওয়ার কিছু থাকবে না। গতকাল দিনের শুরুটা ছিল বাংলাদেশের জন্য বিভীষিকাময়। প্রথম সেশনেই চার উইকেট নেই! সকালের সেশনে ৭০ রানের মধ্যে নাজমুল হোসেন শান্ত, মুমিনুল হক, সাকিব আল হাসান ও মুশফিকুর রহিমকে হারিয়ে মহাবিপদে পড়ে যায় বাংলাদেশ। তখনো ভারতের প্রথম ইনিংসের চেয়ে ১৬ রান পিছিয়ে ছিলেন সাকিবরা। কিন্তু দ্বিতীয় সেশনে জাকির হোসেন ও লিটন দাসের বাটে প্রতিরোধ গড়ে তোলে বাংলাদেশ। দুই ব্যাটসম্যানই হাফ সেঞ্চুরি করেন। অভিষেক টেস্টে চট্টগ্রামে সেঞ্চুরি করা জাকির গতকাল খেলেছেন ৫১ রানের দারুণ এক ইনিংস। আর লিটন খেলেছেন ৭৩ রান। বাংলাদেশের দ্বিতীয় ইনিংস থেমে যায় ২৩১ রানে। মিরপুরের কাল বাট হাতে তাসকিন আহমেদের লড়াই ছিল দেখার মতো। ৯ নম্বরে ব্যাট হাতে নেমে যতক্ষণ উইকেটে ছিলেন শ্রীকৃত ব্যাটসম্যানের মতো তার ক্যারিশমা দেখিয়েছেন। লিটন দাসের সঙ্গে নবম উইকেটে তার ৫০ রানের জুটিই বাংলাদেশকে দারুণ ভরসা দিয়েছে। তবে মজার বিষয় হচ্ছে, লিটন আউট হওয়ার পর তাসকিনকে আরও বেশি পরিণত: [796, 378, 967, 1070]
- ind-bowling-title: বোলিং: [58, 852, 322, 873]
- results-letter: ফ: [58, 1655, 121, 1681]
- results-letter: ফ: [192, 1655, 255, 1681]
- europe-body-3: করে। ইউরোপের এ দেশটি ১৯৩৪ ও ১৯৩৮ সালে টানা দুবার চ্যাম্পিয়ন হয়। ১৯৭০ সালে তৃতীয়বারের বিশ্বচ্যাম্পিয়ন হলে জুলেরিমে ট্রফিটা নিজেদের করে নেয় ব্রাজিল। ২০ বছর পর ইতালিকে হারিয়ে ব্রাজিল ১৯৯৪ সালে চতুর্থ শিরোপা জেতে। শেষ বিশ্বকাপ জেতে এশিয়ায় ২০০২ সালে। কাতারে ফাইনালে ফ্রান্সকে: [741, 2017, 918, 2146]
- europe-column-3: [741, 2015, 918, 2150]
- bd-bowling-title: বোলিং: [58, 580, 322, 601]
- main-column-4: [1341, 1070, 1512, 1185]
- messi-headline: মেসির সেই আলখেল্লার দাম উঠল ১১ কোটি টাকা: [58, 1288, 314, 1345]
- question-heading: আজকের প্রশ্ন: [90, 2004, 322, 2028]
- europe-byline: ক্রীড়া প্রতিবেদক: [363, 2015, 534, 2035]
- main-byline: মেজবাহ্-উল-হক: [796, 354, 967, 373]
- europe-column-4: [1108, 2015, 1298, 2331]
- tv-schedule-2: [58, 2277, 322, 2306]
- bullet-icon: [58, 1693, 69, 1704]
- mohammedan-column-3: [1147, 1307, 1311, 1522]
- bd-columns: রান বল ৪/৬: [272, 277, 322, 289]
